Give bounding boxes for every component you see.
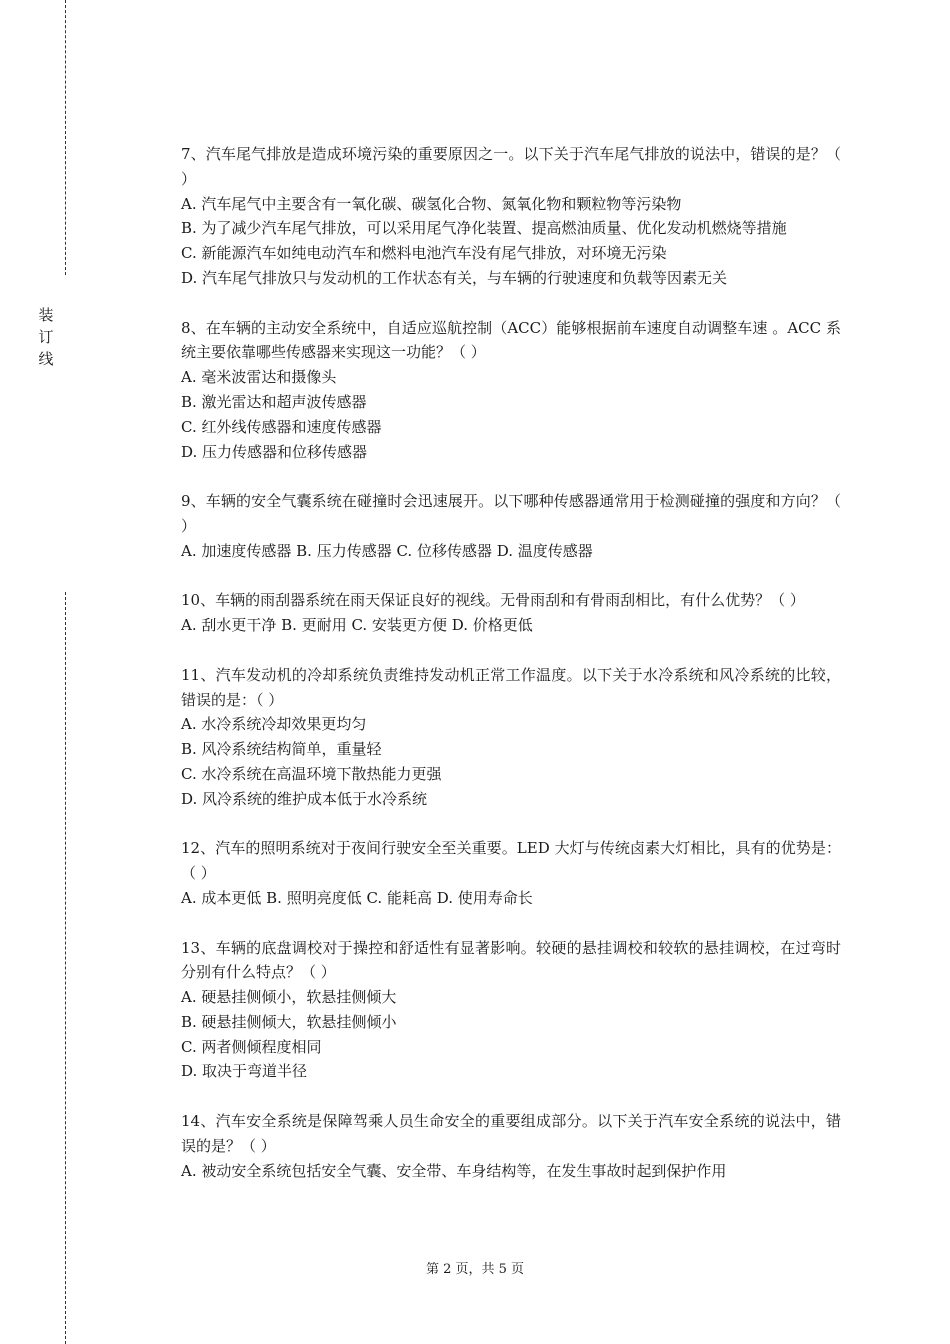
question-stem: 9、车辆的安全气囊系统在碰撞时会迅速展开。以下哪种传感器通常用于检测碰撞的强度和方向？（ ） — [181, 492, 841, 535]
question-14 — [181, 1109, 841, 1183]
option-d: D. 压力传感器和位移传感器 — [181, 442, 368, 461]
question-stem: 7、汽车尾气排放是造成环境污染的重要原因之一。以下关于汽车尾气排放的说法中，错误的是？（ ） — [181, 145, 841, 188]
question-stem: 12、汽车的照明系统对于夜间行驶安全至关重要。LED 大灯与传统卤素大灯相比，具有的优势是：（ ） — [181, 839, 841, 883]
option-a: A. 毫米波雷达和摄像头 — [181, 368, 337, 387]
question-stem: 8、在车辆的主动安全系统中，自适应巡航控制（ACC）能够根据前车速度自动调整车速 。ACC 系统主要依靠哪些传感器来实现这一功能？（ ） — [181, 318, 841, 362]
binding-line-top — [65, 0, 66, 275]
question-8 — [181, 316, 841, 465]
question-13 — [181, 936, 841, 1085]
option-a: A. 硬悬挂侧倾小，软悬挂侧倾大 — [181, 988, 397, 1007]
binding-line-bottom — [65, 592, 66, 1344]
option-c: C. 红外线传感器和速度传感器 — [181, 417, 382, 436]
question-stem: 11、汽车发动机的冷却系统负责维持发动机正常工作温度。以下关于水冷系统和风冷系统的比较，错误的是：（ ） — [181, 665, 841, 709]
question-12 — [181, 836, 841, 910]
question-stem: 14、汽车安全系统是保障驾乘人员生命安全的重要组成部分。以下关于汽车安全系统的说法中，错误的是？（ ） — [181, 1112, 841, 1155]
option-c: C. 新能源汽车如纯电动汽车和燃料电池汽车没有尾气排放，对环境无污染 — [181, 244, 667, 263]
options-line: A. 成本更低 B. 照明亮度低 C. 能耗高 D. 使用寿命长 — [181, 888, 533, 907]
question-10 — [181, 588, 841, 638]
option-a: A. 汽车尾气中主要含有一氧化碳、碳氢化合物、氮氧化物和颗粒物等污染物 — [181, 194, 682, 213]
option-d: D. 取决于弯道半径 — [181, 1062, 308, 1081]
options-line: A. 刮水更干净 B. 更耐用 C. 安装更方便 D. 价格更低 — [181, 616, 533, 635]
option-c: C. 两者侧倾程度相同 — [181, 1037, 322, 1056]
question-stem: 13、车辆的底盘调校对于操控和舒适性有显著影响。较硬的悬挂调校和较软的悬挂调校，在过弯时分别有什么特点？（ ） — [181, 938, 841, 982]
options-line: A. 加速度传感器 B. 压力传感器 C. 位移传感器 D. 温度传感器 — [181, 541, 593, 560]
binding-char: 线 — [38, 350, 54, 368]
page-number: 第 2 页，共 5 页 — [425, 1262, 525, 1277]
question-list — [181, 142, 841, 1208]
option-a: A. 水冷系统冷却效果更均匀 — [181, 715, 367, 734]
option-d: D. 风冷系统的维护成本低于水冷系统 — [181, 789, 428, 808]
question-7 — [181, 142, 841, 291]
binding-char: 订 — [38, 328, 54, 346]
question-9 — [181, 489, 841, 563]
option-b: B. 激光雷达和超声波传感器 — [181, 392, 367, 411]
option-d: D. 汽车尾气排放只与发动机的工作状态有关，与车辆的行驶速度和负载等因素无关 — [181, 268, 728, 287]
option-c: C. 水冷系统在高温环境下散热能力更强 — [181, 764, 442, 783]
option-b: B. 硬悬挂侧倾大，软悬挂侧倾小 — [181, 1012, 397, 1031]
option-b: B. 风冷系统结构简单，重量轻 — [181, 740, 382, 759]
question-stem: 10、车辆的雨刮器系统在雨天保证良好的视线。无骨雨刮和有骨雨刮相比，有什么优势？（ ） — [181, 591, 805, 610]
binding-label — [36, 304, 56, 370]
binding-char: 装 — [38, 306, 54, 324]
option-b: B. 为了减少汽车尾气排放，可以采用尾气净化装置、提高燃油质量、优化发动机燃烧等措施 — [181, 219, 787, 238]
question-11 — [181, 663, 841, 812]
option-a: A. 被动安全系统包括安全气囊、安全带、车身结构等，在发生事故时起到保护作用 — [181, 1161, 727, 1180]
